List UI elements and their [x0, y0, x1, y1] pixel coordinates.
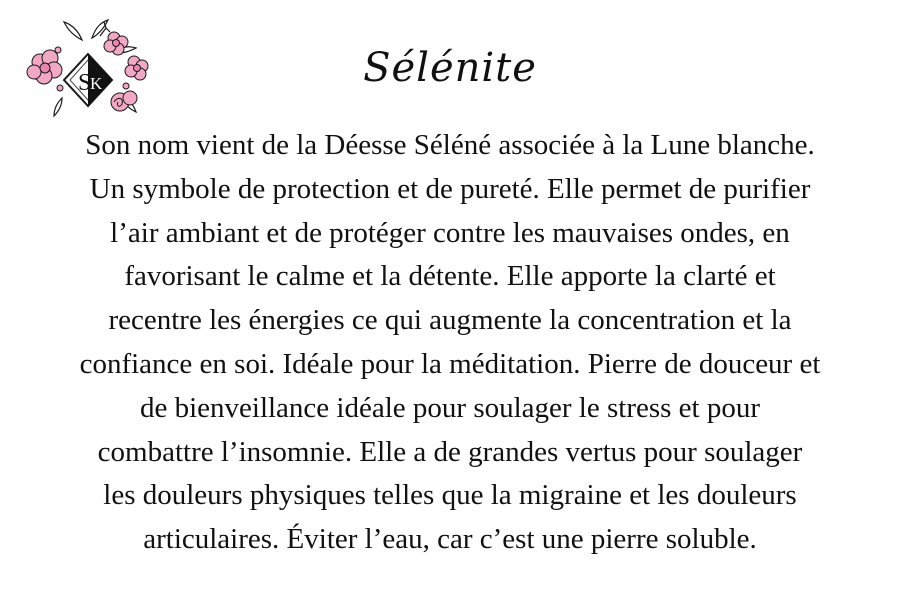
description-line: favorisant le calme et la détente. Elle apporte la clarté et [124, 260, 776, 293]
description-line: les douleurs physiques telles que la migraine et les douleurs [103, 479, 797, 512]
description-line: l’air ambiant et de protéger contre les mauvaises ondes, en [110, 216, 790, 249]
description-line: confiance en soi. Idéale pour la méditation. Pierre de douceur et [79, 347, 821, 380]
page-title: Sélénite [363, 45, 537, 91]
description-line: articulaires. Éviter l’eau, car c’est une pierre soluble. [143, 523, 757, 556]
description-line: recentre les énergies ce qui augmente la concentration et la [108, 304, 792, 337]
svg-text:S: S [78, 70, 92, 96]
description-line: Son nom vient de la Déesse Séléné associée à la Lune blanche. [85, 129, 815, 161]
description-line: de bienveillance idéale pour soulager le stress et pour [139, 391, 761, 424]
stone-description [18, 124, 882, 562]
description-line: combattre l’insomnie. Elle a de grandes vertus pour soulager [97, 435, 803, 468]
svg-text:K: K [90, 74, 103, 93]
description-line: Un symbole de protection et de pureté. Elle permet de purifier [89, 172, 811, 205]
